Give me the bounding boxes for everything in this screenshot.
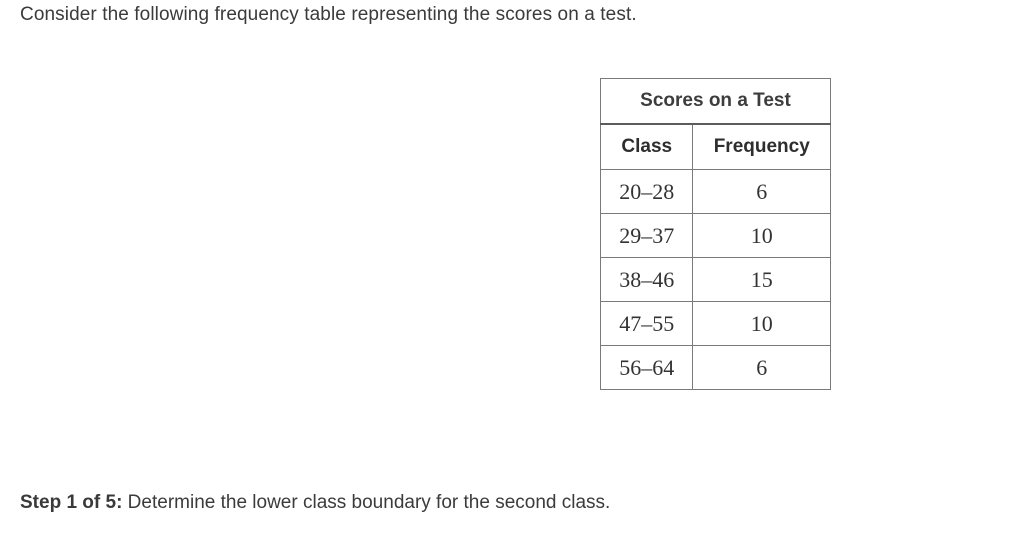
class-cell: 47–55 [601, 302, 693, 346]
frequency-cell: 10 [693, 214, 831, 258]
class-cell: 56–64 [601, 346, 693, 390]
table-row [601, 170, 831, 214]
table-row [601, 302, 831, 346]
frequency-table [600, 78, 831, 390]
table-row [601, 214, 831, 258]
frequency-cell: 6 [693, 170, 831, 214]
class-cell: 38–46 [601, 258, 693, 302]
table-row [601, 258, 831, 302]
column-header-frequency: Frequency [693, 124, 831, 170]
column-header-class: Class [601, 124, 693, 170]
table-row [601, 346, 831, 390]
class-cell: 20–28 [601, 170, 693, 214]
class-cell: 29–37 [601, 214, 693, 258]
frequency-cell: 6 [693, 346, 831, 390]
table-title-row [601, 79, 831, 125]
step-label: Step 1 of 5: [20, 492, 123, 513]
frequency-cell: 15 [693, 258, 831, 302]
problem-intro-text: Consider the following frequency table representing the scores on a test. [20, 4, 637, 25]
step-text: Determine the lower class boundary for the second class. [122, 492, 611, 513]
table-title: Scores on a Test [601, 79, 831, 125]
table-header-row [601, 124, 831, 170]
step-instruction [20, 492, 610, 514]
frequency-cell: 10 [693, 302, 831, 346]
